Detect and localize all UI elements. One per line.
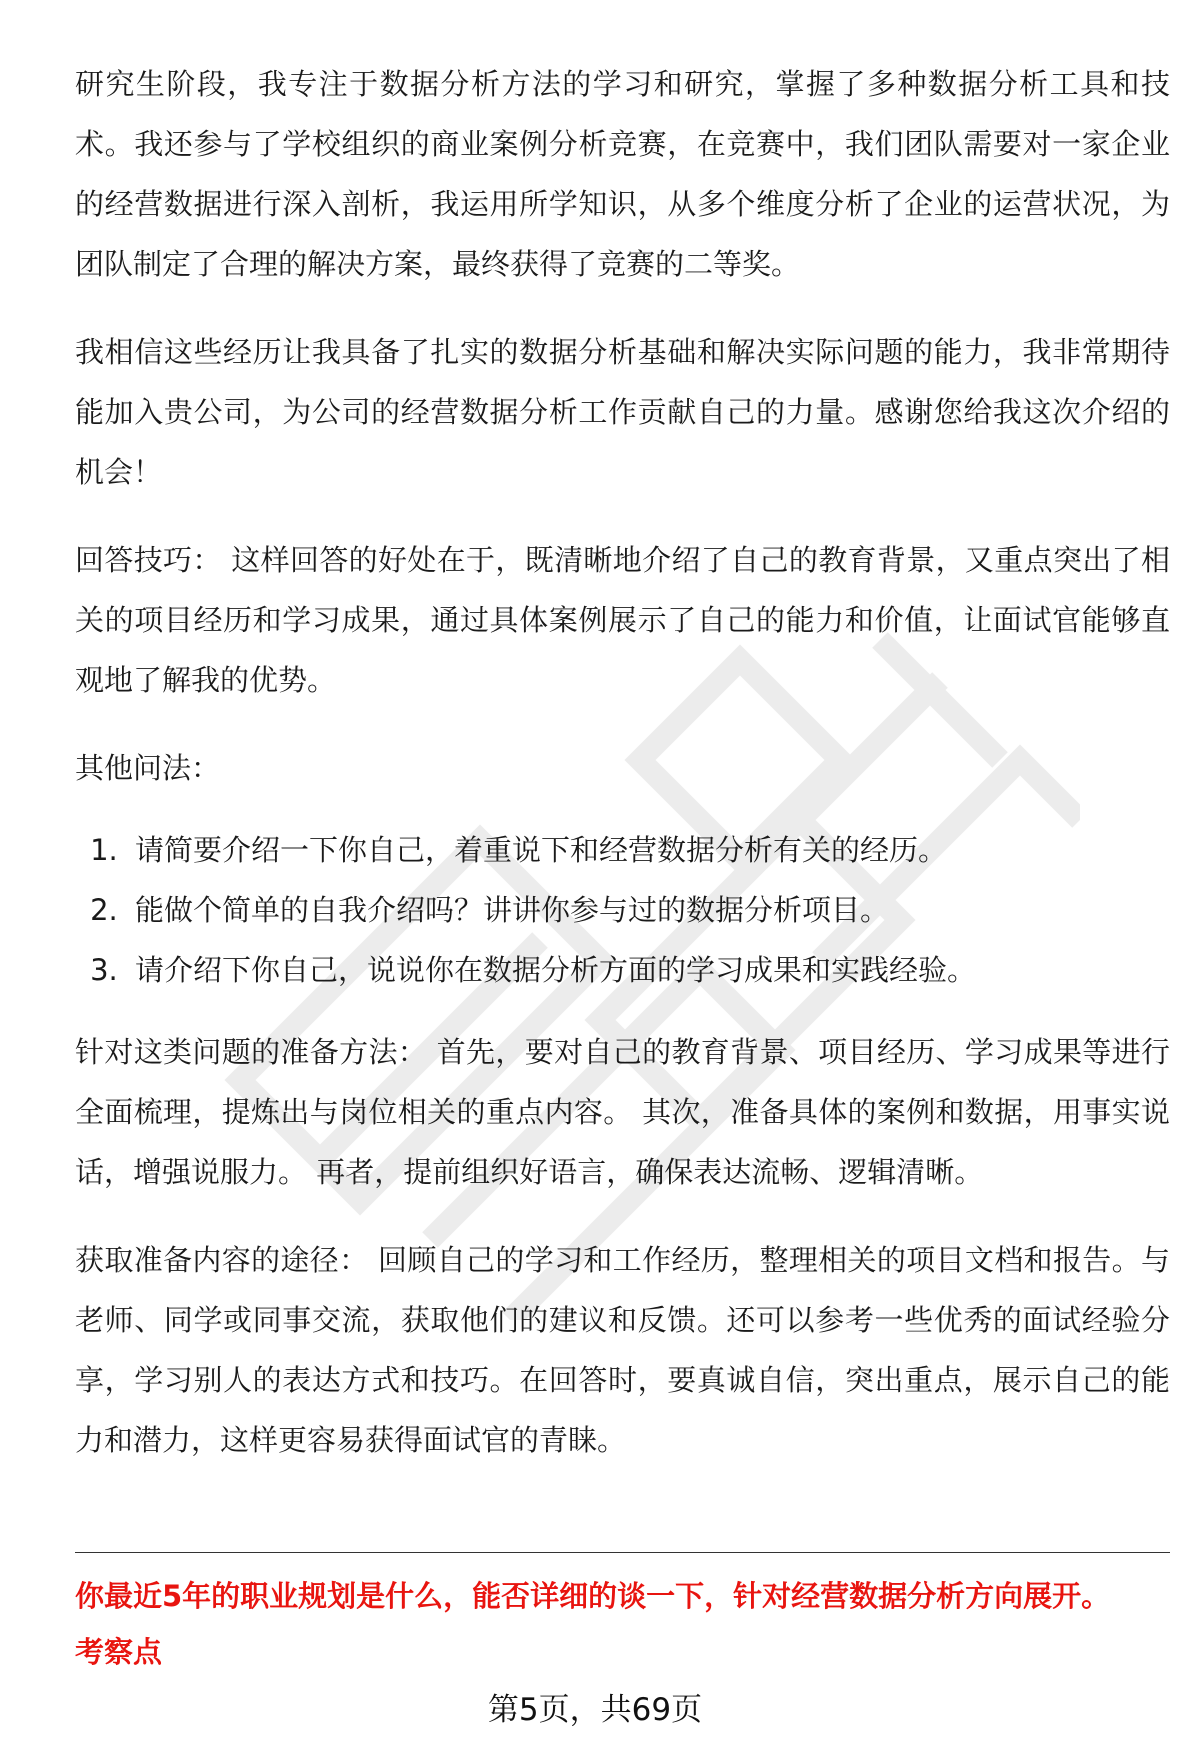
alt-questions-heading: 其他问法： <box>75 751 221 785</box>
sources-text: 回顾自己的学习和工作经历，整理相关的项目文档和报告。与老师、同学或同事交流，获取他们的建议和反馈。还可以参考一些优秀的面试经验分享，学习别人的表达方式和技巧。在回答时，要真诚自信，突出重点，展示自己的能力和潜力，这样更容易获得面试官的青睐。 <box>75 1243 1170 1457</box>
sources-label: 获取准备内容的途径： <box>75 1243 369 1277</box>
assessment-point-label: 考察点 <box>75 1635 163 1669</box>
preparation-text: 首先，要对自己的教育背景、项目经历、学习成果等进行全面梳理，提炼出与岗位相关的重点内容。 其次，准备具体的案例和数据，用事实说话，增强说服力。 再者，提前组织好语言，确保表达流畅、逻辑清晰。 <box>75 1035 1170 1189</box>
answer-tips-text: 这样回答的好处在于，既清晰地介绍了自己的教育背景，又重点突出了相关的项目经历和学习成果，通过具体案例展示了自己的能力和价值，让面试官能够直观地了解我的优势。 <box>75 543 1170 697</box>
paragraph-closing: 我相信这些经历让我具备了扎实的数据分析基础和解决实际问题的能力，我非常期待能加入贵公司，为公司的经营数据分析工作贡献自己的力量。感谢您给我这次介绍的机会！ <box>75 335 1170 489</box>
page-number: 第5页，共69页 <box>487 1692 703 1728</box>
answer-tips-label: 回答技巧： <box>75 543 222 577</box>
paragraph-graduate-stage: 研究生阶段，我专注于数据分析方法的学习和研究，掌握了多种数据分析工具和技术。我还参与了学校组织的商业案例分析竞赛，在竞赛中，我们团队需要对一家企业的经营数据进行深入剖析，我运用所学知识，从多个维度分析了企业的运营状况，为团队制定了合理的解决方案，最终获得了竞赛的二等奖。 <box>75 67 1170 281</box>
next-question-heading: 你最近5年的职业规划是什么，能否详细的谈一下，针对经营数据分析方向展开。 <box>75 1579 1111 1613</box>
list-item: 1. 请简要介绍一下你自己，着重说下和经营数据分析有关的经历。 <box>127 820 1170 880</box>
section-divider <box>75 1552 1170 1553</box>
paragraph-answer-tips <box>75 530 1170 710</box>
document-body <box>75 54 1170 1498</box>
preparation-label: 针对这类问题的准备方法： <box>75 1035 428 1069</box>
list-item: 3. 请介绍下你自己，说说你在数据分析方面的学习成果和实践经验。 <box>127 940 1170 1000</box>
paragraph-sources <box>75 1230 1170 1470</box>
list-item: 2. 能做个简单的自我介绍吗？讲讲你参与过的数据分析项目。 <box>127 880 1170 940</box>
alt-questions-list <box>75 820 1170 1000</box>
paragraph-preparation <box>75 1022 1170 1202</box>
